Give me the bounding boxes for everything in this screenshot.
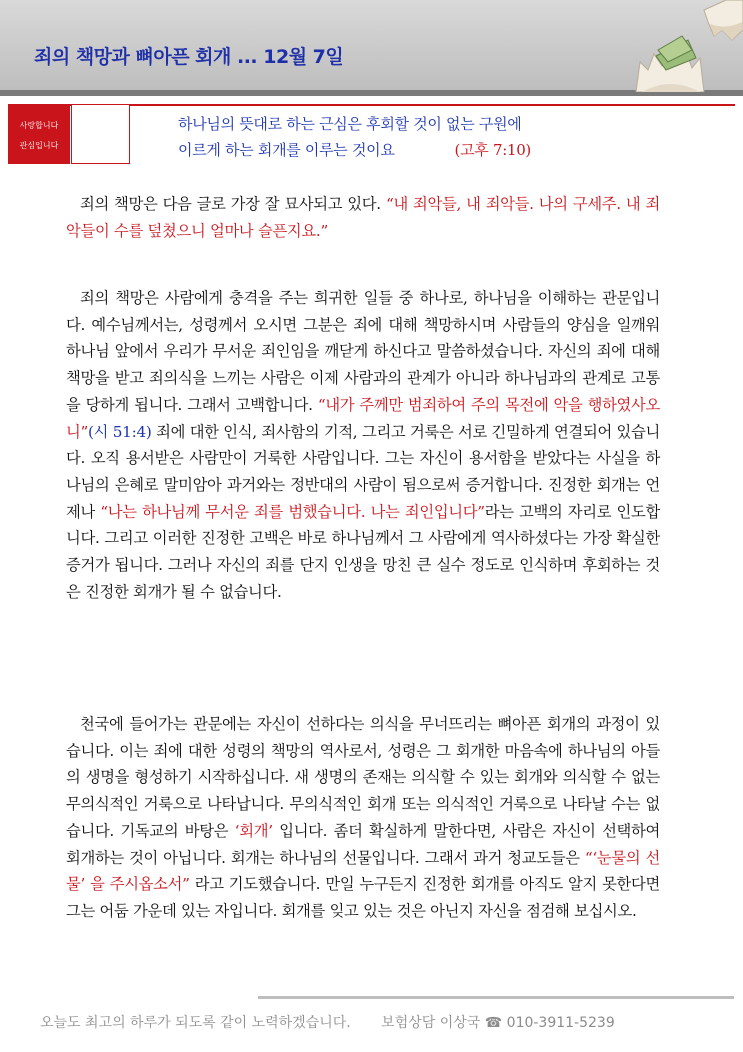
sidebar-line-1: 사랑합니다 <box>19 121 59 130</box>
p2-text-middle: 죄에 대한 인식, 죄사함의 기적, 그리고 거룩은 서로 긴밀하게 연결되어 있습니다. 오직 용서받은 사람만이 거룩한 사람입니다. 그는 자신이 용서함을 받았다는 사실을 하나님의 은혜로 말미암아 과거와는 정반대의 사람이 됨으로써 증거합니다. 진정한 회개는 언제나 <box>66 422 660 521</box>
paragraph-1 <box>66 191 660 244</box>
paragraph-3 <box>66 711 660 925</box>
sidebar-line-2: 관심입니다 <box>19 141 59 150</box>
p2-highlight-1: “내가 주께만 범죄하여 주의 목전에 악을 행하였사오니” <box>66 395 660 441</box>
paragraph-2 <box>66 285 660 605</box>
page-title: 죄의 책망과 뼈아픈 회개 ... 12월 7일 <box>34 46 344 68</box>
telephone-icon: ☎ <box>484 1015 503 1031</box>
p3-text-after: 라고 기도했습니다. 만일 누구든지 진정한 회개를 아직도 알지 못한다면 그는 어둠 가운데 있는 자입니다. 회개를 잊고 있는 것은 아닌지 자신을 점검해 보십시오. <box>66 875 660 920</box>
scripture-quote <box>178 111 531 163</box>
p2-reference: (시 51:4) <box>88 422 152 441</box>
p3-highlight-1: ‘회개’ <box>234 821 273 840</box>
p2-highlight-2: “나는 하나님께 무서운 죄를 범했습니다. 나는 죄인입니다” <box>100 502 485 521</box>
quote-reference: (고후 7:10) <box>454 141 531 159</box>
quote-line-2 <box>178 137 531 163</box>
footer <box>40 1012 615 1032</box>
p2-text-before: 죄의 책망은 사람에게 충격을 주는 희귀한 일들 중 하나로, 하나님을 이해하는 관문입니다. 예수님께서는, 성령께서 오시면 그분은 죄에 대해 책망하시며 사람들의 양심을 일깨워 하나님 앞에서 우리가 무서운 죄인임을 깨닫게 하신다고 말씀하셨습니다. 자신의 죄에 대해 책망을 받고 죄의식을 느끼는 사람은 이제 사람과의 관계가 아니라 하나님과의 관계로 고통을 당하게 됩니다. 그래서 고백합니다. <box>66 289 660 414</box>
broken-eggshell-with-money-icon <box>596 0 743 92</box>
sidebar-label-box <box>8 104 70 164</box>
footer-divider <box>258 996 734 999</box>
footer-slogan: 오늘도 최고의 하루가 되도록 같이 노력하겠습니다. <box>40 1015 351 1031</box>
quote-line-1: 하나님의 뜻대로 하는 근심은 후회할 것이 없는 구원에 <box>178 115 522 133</box>
p1-highlight: “내 죄악들, 내 죄악들. 나의 구세주. 내 죄악들이 수를 덮쳤으니 얼마나 슬픈지요.” <box>66 195 660 240</box>
p3-text-before: 천국에 들어가는 관문에는 자신이 선하다는 의식을 무너뜨리는 뼈아픈 회개의 과정이 있습니다. 이는 죄에 대한 성령의 책망의 역사로서, 성령은 그 회개한 마음속에 하나님의 아들의 생명을 형성하기 시작하십니다. 새 생명의 존재는 의식할 수 있는 회개와 의식할 수 없는 무의식적인 거룩으로 나타납니다. 무의식적인 회개 또는 의식적인 거룩으로 나타날 수는 없습니다. 기독교의 바탕은 <box>66 715 660 840</box>
footer-phone: 010-3911-5239 <box>506 1015 615 1031</box>
quote-line-2-text: 이르게 하는 회개를 이루는 것이요 <box>178 141 395 159</box>
footer-contact-label: 보험상담 이상국 <box>381 1015 481 1031</box>
blank-box <box>71 104 130 164</box>
p3-text-middle: 입니다. 좀더 확실하게 말한다면, 사람은 자신이 선택하여 회개하는 것이 아닙니다. 회개는 하나님의 선물입니다. 그래서 과거 청교도들은 <box>66 821 660 867</box>
p1-text: 죄의 책망은 다음 글로 가장 잘 묘사되고 있다. <box>80 195 386 213</box>
footer-contact <box>381 1015 615 1031</box>
p3-highlight-2: “‘눈물의 선물’ 을 주시옵소서” <box>66 848 660 894</box>
p2-text-after: 라는 고백의 자리로 인도합니다. 그리고 이러한 진정한 고백은 바로 하나님께서 그 사람에게 역사하셨다는 가장 확실한 증거가 됩니다. 그러나 자신의 죄를 단지 인생을 망친 큰 실수 정도로 인식하며 후회하는 것은 진정한 회개가 될 수 없습니다. <box>66 502 660 601</box>
